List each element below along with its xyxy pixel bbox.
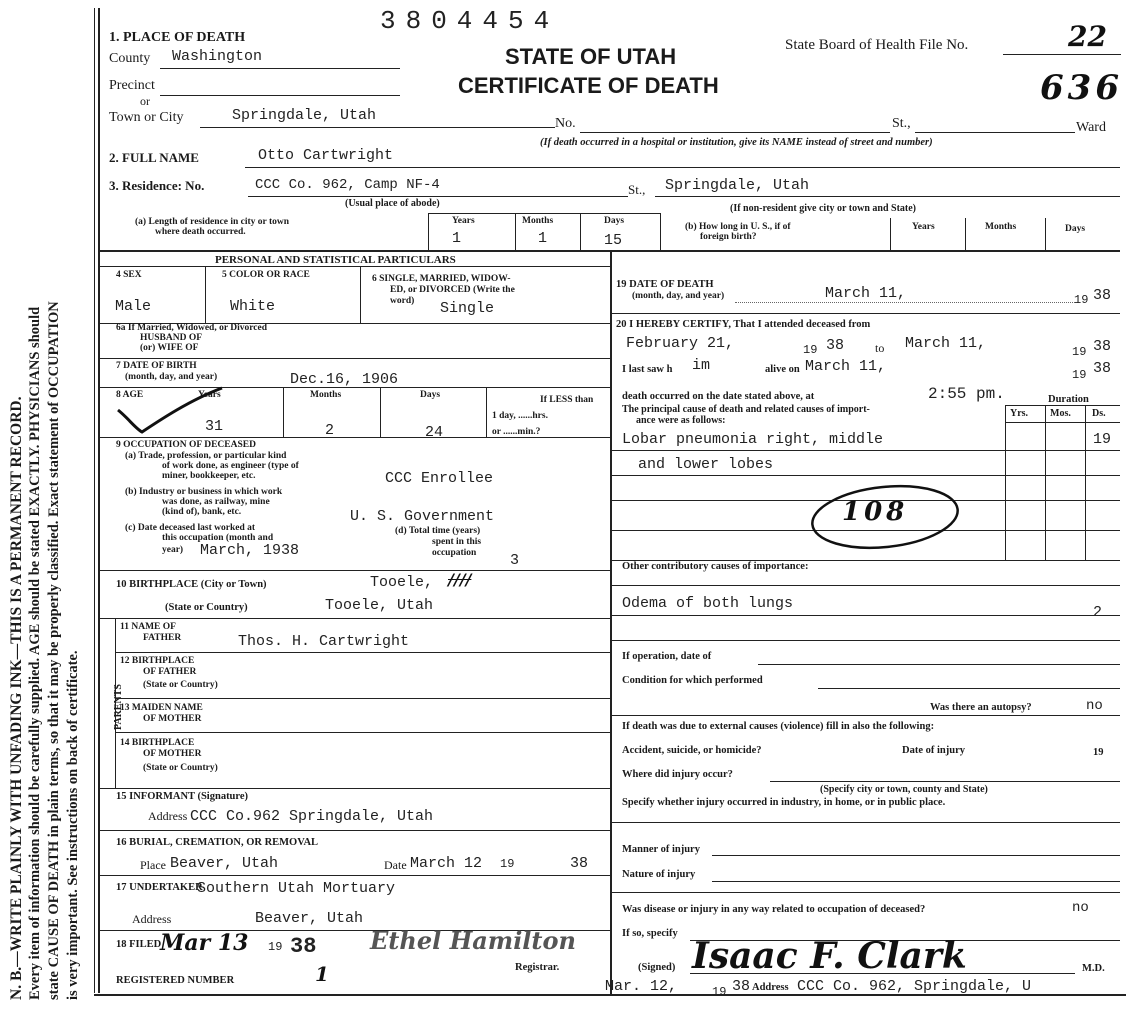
certificate-title: CERTIFICATE OF DEATH [458, 73, 719, 98]
ds-label: Ds. [1092, 408, 1106, 419]
registered-number: 1 [315, 962, 329, 986]
birthplace-label: 10 BIRTHPLACE (City or Town) [116, 579, 267, 590]
last-worked-value: March, 1938 [200, 542, 300, 559]
us-years-label: Years [912, 222, 935, 232]
occ-d1: (d) Total time (years) [395, 526, 481, 536]
age-months-label: Months [310, 390, 342, 400]
death-date-label-b: (month, day, and year) [632, 291, 725, 301]
to-label: to [875, 341, 885, 355]
full-name-value: Otto Cartwright [258, 147, 394, 164]
cause-days: 19 [1093, 431, 1112, 448]
occ-d3: occupation [432, 548, 477, 558]
where-note: (Specify city or town, county and State) [820, 784, 988, 795]
physician-signature: Isaac F. Clark [692, 935, 967, 977]
file-number: 22 [1068, 20, 1107, 53]
burial-label: 16 BURIAL, CREMATION, OR REMOVAL [116, 837, 319, 848]
informant-address: CCC Co.962 Springdale, Utah [190, 808, 434, 825]
res-years-label: Years [452, 216, 475, 226]
undertaker-label: 17 UNDERTAKER [116, 882, 203, 893]
contrib-line-3 [612, 640, 1120, 641]
registered-label: REGISTERED NUMBER [116, 975, 235, 986]
serial-number: 3804454 [380, 6, 560, 36]
last-saw-prefix: 19 [1072, 368, 1087, 382]
state-title: STATE OF UTAH [505, 44, 677, 69]
attended-to-year: 38 [1093, 338, 1112, 355]
county-label: County [109, 51, 151, 66]
last-saw-suffix: im [692, 357, 711, 374]
sign-year: 38 [732, 978, 751, 995]
st-label: St., [892, 116, 911, 131]
birthplace-strike: //// [448, 570, 472, 589]
contrib-value: Odema of both lungs [622, 595, 794, 612]
file-label: State Board of Health File No. [785, 37, 969, 53]
duration-label: Duration [1048, 394, 1089, 405]
birthplace-state: Tooele, Utah [325, 597, 434, 614]
marital-label-c: word) [390, 296, 415, 306]
res-months-label: Months [522, 216, 554, 226]
last-saw-date: March 11, [805, 358, 887, 375]
alive-label: alive on [765, 364, 800, 375]
manner-label: Manner of injury [622, 844, 700, 855]
us-label-a: (b) How long in U. S., if of [685, 222, 791, 232]
filed-label: 18 FILED [116, 939, 162, 950]
occ-d2: spent in this [432, 537, 482, 547]
industry-value: U. S. Government [350, 508, 495, 525]
color-value: White [230, 298, 276, 315]
fbirth-label-b: OF FATHER [143, 667, 197, 677]
color-label: 5 COLOR OR RACE [222, 270, 310, 280]
burial-date-label: Date [384, 858, 407, 872]
condition-line [818, 688, 1120, 689]
us-months-label: Months [985, 222, 1017, 232]
dob-value: Dec.16, 1906 [290, 371, 399, 388]
us-days-label: Days [1065, 224, 1086, 234]
dob-label-a: 7 DATE OF BIRTH [116, 361, 197, 371]
abode-note: (Usual place of abode) [345, 198, 440, 209]
age-days-label: Days [420, 390, 441, 400]
res-days: 15 [604, 232, 623, 249]
mother-label-b: OF MOTHER [143, 714, 202, 724]
ifso-label: If so, specify [622, 928, 678, 939]
less-label-c: or ......min.? [492, 427, 541, 437]
occ-c2: this occupation (month and [162, 533, 274, 543]
filed-year-prefix: 19 [268, 940, 283, 954]
burial-place: Beaver, Utah [170, 855, 279, 872]
condition-label: Condition for which performed [622, 675, 763, 686]
county-value: Washington [172, 48, 263, 65]
res-days-label: Days [604, 216, 625, 226]
last-saw-label: I last saw h [622, 364, 673, 375]
side-note-ink: N. B.—WRITE PLAINLY WITH UNFADING INK—THIS IS A PERMANENT RECORD. [8, 396, 25, 1000]
occ-b2: was done, as railway, mine [162, 497, 270, 507]
certify-label: 20 I HEREBY CERTIFY, That I attended deceased from [616, 319, 871, 330]
registrar-label: Registrar. [515, 962, 560, 973]
operation-label: If operation, date of [622, 651, 712, 662]
specify-line [612, 822, 1120, 823]
death-time-label: death occurred on the date stated above, at [622, 391, 815, 402]
informant-address-label: Address [148, 809, 188, 823]
where-line [770, 781, 1120, 782]
spouse-label-c: (or) WIFE OF [140, 343, 199, 353]
occ-related-top-line [610, 892, 1120, 893]
mos-label: Mos. [1050, 408, 1071, 419]
specify-label: Specify whether injury occurred in industry, in home, or in public place. [622, 797, 946, 808]
sign-year-prefix: 19 [712, 985, 727, 999]
external-top-line [610, 715, 1120, 716]
less-label-b: 1 day, ......hrs. [492, 411, 548, 421]
filed-year: 38 [290, 934, 317, 959]
sex-value: Male [115, 298, 152, 315]
occ-label: 9 OCCUPATION OF DECEASED [116, 440, 256, 450]
death-date-label-a: 19 DATE OF DEATH [616, 279, 714, 290]
md-label: M.D. [1082, 963, 1105, 974]
injury-year-prefix: 19 [1093, 747, 1104, 758]
manner-line [712, 855, 1120, 856]
less-label-a: If LESS than [540, 395, 594, 405]
contrib-line-1 [612, 585, 1120, 586]
length-label-a: (a) Length of residence in city or town [135, 217, 290, 227]
town-label: Town or City [109, 110, 184, 125]
sign-date: Mar. 12, [605, 978, 678, 995]
side-note-info: Every item of information should be carefully supplied. AGE should be stated EXACTLY. PHYSICIANS should [27, 306, 43, 1000]
occ-b3: (kind of), bank, etc. [162, 507, 242, 517]
mbirth-label-b: OF MOTHER [143, 749, 202, 759]
birthplace-city: Tooele, [370, 574, 434, 591]
mbirth-label-c: (State or Country) [143, 763, 218, 773]
residence-label: 3. Residence: No. [109, 178, 205, 193]
where-label: Where did injury occur? [622, 769, 733, 780]
contrib-line-2 [612, 615, 1120, 616]
occ-a2: of work done, as engineer (type of [162, 461, 299, 471]
death-date: March 11, [825, 285, 907, 302]
father-label-b: FATHER [143, 633, 182, 643]
undertaker-value: Southern Utah Mortuary [197, 880, 396, 897]
autopsy-label: Was there an autopsy? [930, 702, 1032, 713]
injury-date-label: Date of injury [902, 745, 965, 756]
contrib-top-line [610, 560, 1120, 561]
yrs-label: Yrs. [1010, 408, 1029, 419]
res-years: 1 [452, 230, 462, 247]
attended-from-year: 38 [826, 337, 845, 354]
file-number-2: 636 [1040, 68, 1123, 108]
occ-c1: (c) Date deceased last worked at [125, 523, 256, 533]
filed-date: Mar 13 [160, 930, 249, 956]
mother-label-a: 13 MAIDEN NAME [120, 703, 203, 713]
attended-to: March 11, [905, 335, 987, 352]
cause-2: and lower lobes [638, 456, 774, 473]
length-label-b: where death occurred. [155, 227, 246, 237]
signed-label: (Signed) [638, 962, 676, 973]
physician-address: CCC Co. 962, Springdale, U [797, 978, 1032, 995]
side-note-instructions: is very important. See instructions on back of certificate. [65, 650, 81, 1000]
death-time: 2:55 pm. [928, 385, 1005, 403]
signed-line [690, 973, 1075, 974]
hospital-note: (If death occurred in a hospital or institution, give its NAME instead of street and number) [540, 137, 933, 148]
place-of-death-label: 1. PLACE OF DEATH [109, 30, 246, 45]
age-days: 24 [425, 424, 444, 441]
marital-label-b: ED, or DIVORCED (Write the [390, 285, 515, 295]
informant-label: 15 INFORMANT (Signature) [116, 791, 249, 802]
death-year-prefix: 19 [1074, 293, 1089, 307]
contrib-label: Other contributory causes of importance: [622, 561, 809, 572]
nonres-note: (If non-resident give city or town and State) [730, 203, 917, 214]
side-note-cause: state CAUSE OF DEATH in plain terms, so that it may be properly classified. Exact statement of OCCUPATION [46, 301, 62, 1000]
occ-a3: miner, bookkeeper, etc. [162, 471, 256, 481]
cause-label-a: The principal cause of death and related causes of import- [622, 404, 870, 415]
cause-label-b: ance were as follows: [636, 415, 726, 426]
sex-label: 4 SEX [116, 270, 142, 280]
contrib-days: 2 [1093, 604, 1103, 621]
age-years: 31 [205, 418, 224, 435]
parents-label: PARENTS [113, 684, 124, 730]
precinct-label: Precinct [109, 78, 155, 93]
residence-city: Springdale, Utah [665, 177, 810, 194]
town-value: Springdale, Utah [232, 107, 377, 124]
or-label: or [140, 94, 150, 108]
burial-place-label: Place [140, 858, 166, 872]
autopsy-value: no [1086, 698, 1103, 714]
occ-related-value: no [1072, 900, 1089, 916]
fbirth-label-c: (State or Country) [143, 680, 218, 690]
last-saw-year: 38 [1093, 360, 1112, 377]
occ-b1: (b) Industry or business in which work [125, 487, 283, 497]
age-years-label: Years [198, 390, 221, 400]
mbirth-label-a: 14 BIRTHPLACE [120, 738, 195, 748]
registrar-signature: Ethel Hamilton [370, 926, 576, 955]
no-label: No. [555, 116, 576, 131]
age-label: 8 AGE [116, 390, 144, 400]
burial-date: March 12 [410, 855, 483, 872]
burial-year: 38 [570, 855, 589, 872]
physician-address-label: Address [752, 982, 789, 993]
res-months: 1 [538, 230, 548, 247]
occ-related-label: Was disease or injury in any way related to occupation of deceased? [622, 904, 926, 915]
external-label: If death was due to external causes (violence) fill in also the following: [622, 721, 935, 732]
spouse-label-a: 6a If Married, Widowed, or Divorced [116, 323, 268, 333]
operation-line [758, 664, 1120, 665]
ward-label: Ward [1076, 120, 1106, 135]
cause-code: 108 [842, 497, 909, 527]
father-label-a: 11 NAME OF [120, 622, 176, 632]
occ-a1: (a) Trade, profession, or particular kind [125, 451, 287, 461]
total-time-value: 3 [510, 552, 520, 569]
cause-1: Lobar pneumonia right, middle [622, 431, 884, 448]
birthplace-state-label: (State or Country) [165, 602, 248, 613]
nature-line [712, 881, 1120, 882]
undertaker-address-label: Address [132, 912, 172, 926]
spouse-label-b: HUSBAND OF [140, 333, 203, 343]
attended-from: February 21, [626, 335, 735, 352]
burial-year-prefix: 19 [500, 857, 515, 871]
age-months: 2 [325, 422, 335, 439]
undertaker-address: Beaver, Utah [255, 910, 364, 927]
occ-c3: year) [162, 545, 184, 555]
full-name-label: 2. FULL NAME [109, 150, 199, 165]
fbirth-label-a: 12 BIRTHPLACE [120, 656, 195, 666]
occupation-value: CCC Enrollee [385, 470, 494, 487]
death-year: 38 [1093, 287, 1112, 304]
father-value: Thos. H. Cartwright [238, 633, 410, 650]
marital-value: Single [440, 300, 495, 317]
accident-label: Accident, suicide, or homicide? [622, 745, 762, 756]
us-label-b: foreign birth? [700, 232, 757, 242]
personal-header: PERSONAL AND STATISTICAL PARTICULARS [215, 254, 456, 266]
nature-label: Nature of injury [622, 869, 696, 880]
dob-label-b: (month, day, and year) [125, 372, 218, 382]
residence-st-label: St., [628, 182, 646, 197]
attended-to-prefix: 19 [1072, 345, 1087, 359]
residence-value: CCC Co. 962, Camp NF-4 [255, 177, 440, 193]
attended-from-prefix: 19 [803, 343, 818, 357]
marital-label-a: 6 SINGLE, MARRIED, WIDOW- [372, 274, 511, 284]
